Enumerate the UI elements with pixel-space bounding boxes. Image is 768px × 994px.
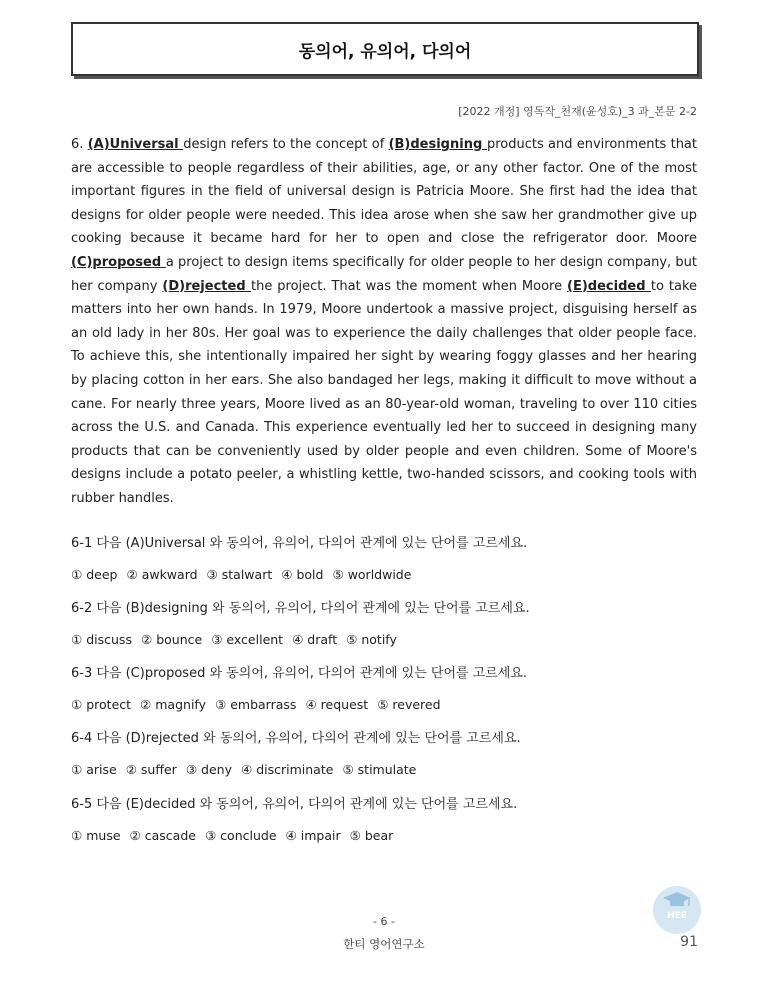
question-stem: 6-3 다음 (C)proposed 와 동의어, 유의어, 다의어 관계에 있는 단어를 고르세요.: [71, 666, 528, 681]
answer-option[interactable]: [377, 697, 440, 712]
option-number: ③: [204, 828, 217, 843]
option-word: arise: [86, 762, 117, 777]
option-word: deny: [201, 762, 232, 777]
question-stem: 6-4 다음 (D)rejected 와 동의어, 유의어, 다의어 관계에 있는 단어를 고르세요.: [71, 731, 521, 746]
answer-options: [71, 695, 697, 715]
passage-text: a project to design items specifically for older people to her design company, but her company: [71, 254, 698, 294]
answer-options: [71, 630, 697, 650]
answer-option[interactable]: [350, 828, 394, 843]
answer-options: [71, 826, 697, 846]
answer-option[interactable]: [286, 828, 341, 843]
option-number: ③: [215, 697, 227, 712]
option-word: protect: [86, 697, 132, 712]
passage-text: design refers to the concept of: [183, 137, 389, 152]
footer-org: 한티 영어연구소: [343, 937, 425, 951]
answer-option[interactable]: [71, 697, 131, 712]
target-word-a: (A)Universal: [87, 137, 184, 152]
option-word: request: [320, 697, 369, 712]
page-title: [71, 22, 699, 76]
option-number: ②: [140, 697, 152, 712]
answer-option[interactable]: [71, 828, 121, 843]
option-word: stalwart: [221, 567, 273, 582]
question-block: [71, 663, 697, 715]
option-word: excellent: [226, 632, 284, 647]
reading-passage: [71, 133, 697, 511]
answer-option[interactable]: [241, 762, 333, 777]
option-word: magnify: [155, 697, 206, 712]
page-number: - 6 -: [373, 915, 395, 928]
target-word-d: (D)rejected: [162, 278, 251, 294]
option-word: deep: [86, 567, 118, 582]
answer-option[interactable]: [71, 632, 132, 647]
logo-text: HEE: [667, 911, 687, 921]
answer-option[interactable]: [126, 762, 177, 777]
option-number: ④: [281, 567, 293, 582]
option-number: ④: [305, 697, 317, 712]
page-number-right: 91: [680, 934, 698, 950]
option-word: draft: [307, 632, 338, 647]
option-number: ③: [206, 567, 218, 582]
answer-option[interactable]: [207, 567, 273, 582]
title-text: 동의어, 유의어, 다의어: [298, 41, 472, 62]
answer-option[interactable]: [205, 828, 277, 843]
option-number: ⑤: [346, 632, 358, 647]
option-number: ②: [140, 632, 153, 647]
answer-options: [71, 565, 697, 585]
option-number: ③: [211, 632, 223, 647]
passage-text: products and environments that are accessible to people regardless of their abilities, age, or any other factor. One of the most important figures in the field of universal design is Patricia Moore. She first had the idea that designs for older people were needed. This idea arose when she saw her grandmother give up cooking because it became hard for her to open and close the refrigerator door. Moore: [71, 137, 697, 247]
option-word: suffer: [140, 762, 177, 777]
answer-option[interactable]: [71, 567, 117, 582]
option-number: ④: [285, 828, 297, 843]
answer-option[interactable]: [346, 632, 397, 647]
option-word: stimulate: [357, 762, 417, 777]
answer-option[interactable]: [71, 762, 117, 777]
answer-option[interactable]: [281, 567, 323, 582]
answer-option[interactable]: [186, 762, 232, 777]
option-number: ①: [71, 567, 83, 582]
target-word-c: (C)proposed: [71, 254, 166, 270]
question-block: [71, 794, 697, 846]
option-word: discuss: [86, 632, 132, 647]
answer-option[interactable]: [215, 697, 296, 712]
answer-option[interactable]: [332, 567, 411, 582]
option-number: ③: [185, 762, 198, 777]
option-number: ⑤: [377, 697, 389, 712]
option-number: ⑤: [349, 828, 361, 843]
question-block: [71, 533, 697, 585]
answer-option[interactable]: [140, 697, 206, 712]
target-word-b: (B)designing: [388, 137, 487, 152]
answer-option[interactable]: [211, 632, 283, 647]
passage-text: the project. That was the moment when Moore: [250, 278, 568, 294]
option-word: worldwide: [347, 567, 412, 582]
passage-text: to take matters into her own hands. In 1979, Moore undertook a massive project, disguising herself as an old lady in her 80s. Her goal was to experience the daily challenges that older people face. To achieve this, she intentionally impaired her sight by wearing foggy glasses and her hearing by placing cotton in her ears. She also bandaged her legs, making it difficult to move without a cane. For nearly three years, Moore lived as an 80-year-old woman, traveling to over 110 cities across the U.S. and Canada. This experience eventually led her to succeed in designing many products that can be conveniently used by older people and even children. Some of Moore's designs include a potato peeler, a whistling kettle, two-handed scissors, and cooking tools with rubber handles.: [71, 278, 698, 506]
answer-option[interactable]: [342, 762, 416, 777]
option-word: muse: [86, 828, 121, 843]
option-word: awkward: [141, 567, 198, 582]
option-word: conclude: [220, 828, 277, 843]
passage-number: 6.: [71, 137, 88, 152]
option-number: ④: [240, 762, 253, 777]
option-word: notify: [361, 632, 397, 647]
option-number: ②: [129, 828, 141, 843]
question-stem: 6-1 다음 (A)Universal 와 동의어, 유의어, 다의어 관계에 있는 단어를 고르세요.: [71, 536, 528, 551]
option-word: bold: [296, 567, 324, 582]
option-word: bear: [364, 828, 394, 843]
question-stem: 6-5 다음 (E)decided 와 동의어, 유의어, 다의어 관계에 있는 단어를 고르세요.: [71, 797, 518, 812]
option-word: embarrass: [230, 697, 297, 712]
option-number: ④: [292, 632, 304, 647]
option-word: cascade: [144, 828, 196, 843]
option-word: impair: [300, 828, 341, 843]
answer-options: [71, 760, 697, 780]
option-number: ①: [71, 632, 83, 647]
answer-option[interactable]: [141, 632, 202, 647]
option-number: ②: [125, 762, 137, 777]
answer-option[interactable]: [126, 567, 197, 582]
answer-option[interactable]: [130, 828, 196, 843]
option-word: bounce: [156, 632, 203, 647]
option-number: ⑤: [342, 762, 354, 777]
option-number: ①: [71, 697, 83, 712]
option-number: ①: [71, 762, 83, 777]
answer-option[interactable]: [292, 632, 337, 647]
question-stem: 6-2 다음 (B)designing 와 동의어, 유의어, 다의어 관계에 있는 단어를 고르세요.: [71, 601, 530, 616]
target-word-e: (E)decided: [567, 278, 651, 294]
option-word: discriminate: [256, 762, 334, 777]
question-block: [71, 598, 697, 650]
option-word: revered: [392, 697, 441, 712]
option-number: ⑤: [332, 567, 344, 582]
question-block: [71, 728, 697, 780]
option-number: ①: [71, 828, 83, 843]
option-number: ②: [126, 567, 138, 582]
source-label: [2022 개정] 영독작_천재(윤성호)_3 과_본문 2-2: [458, 105, 697, 118]
answer-option[interactable]: [305, 697, 368, 712]
